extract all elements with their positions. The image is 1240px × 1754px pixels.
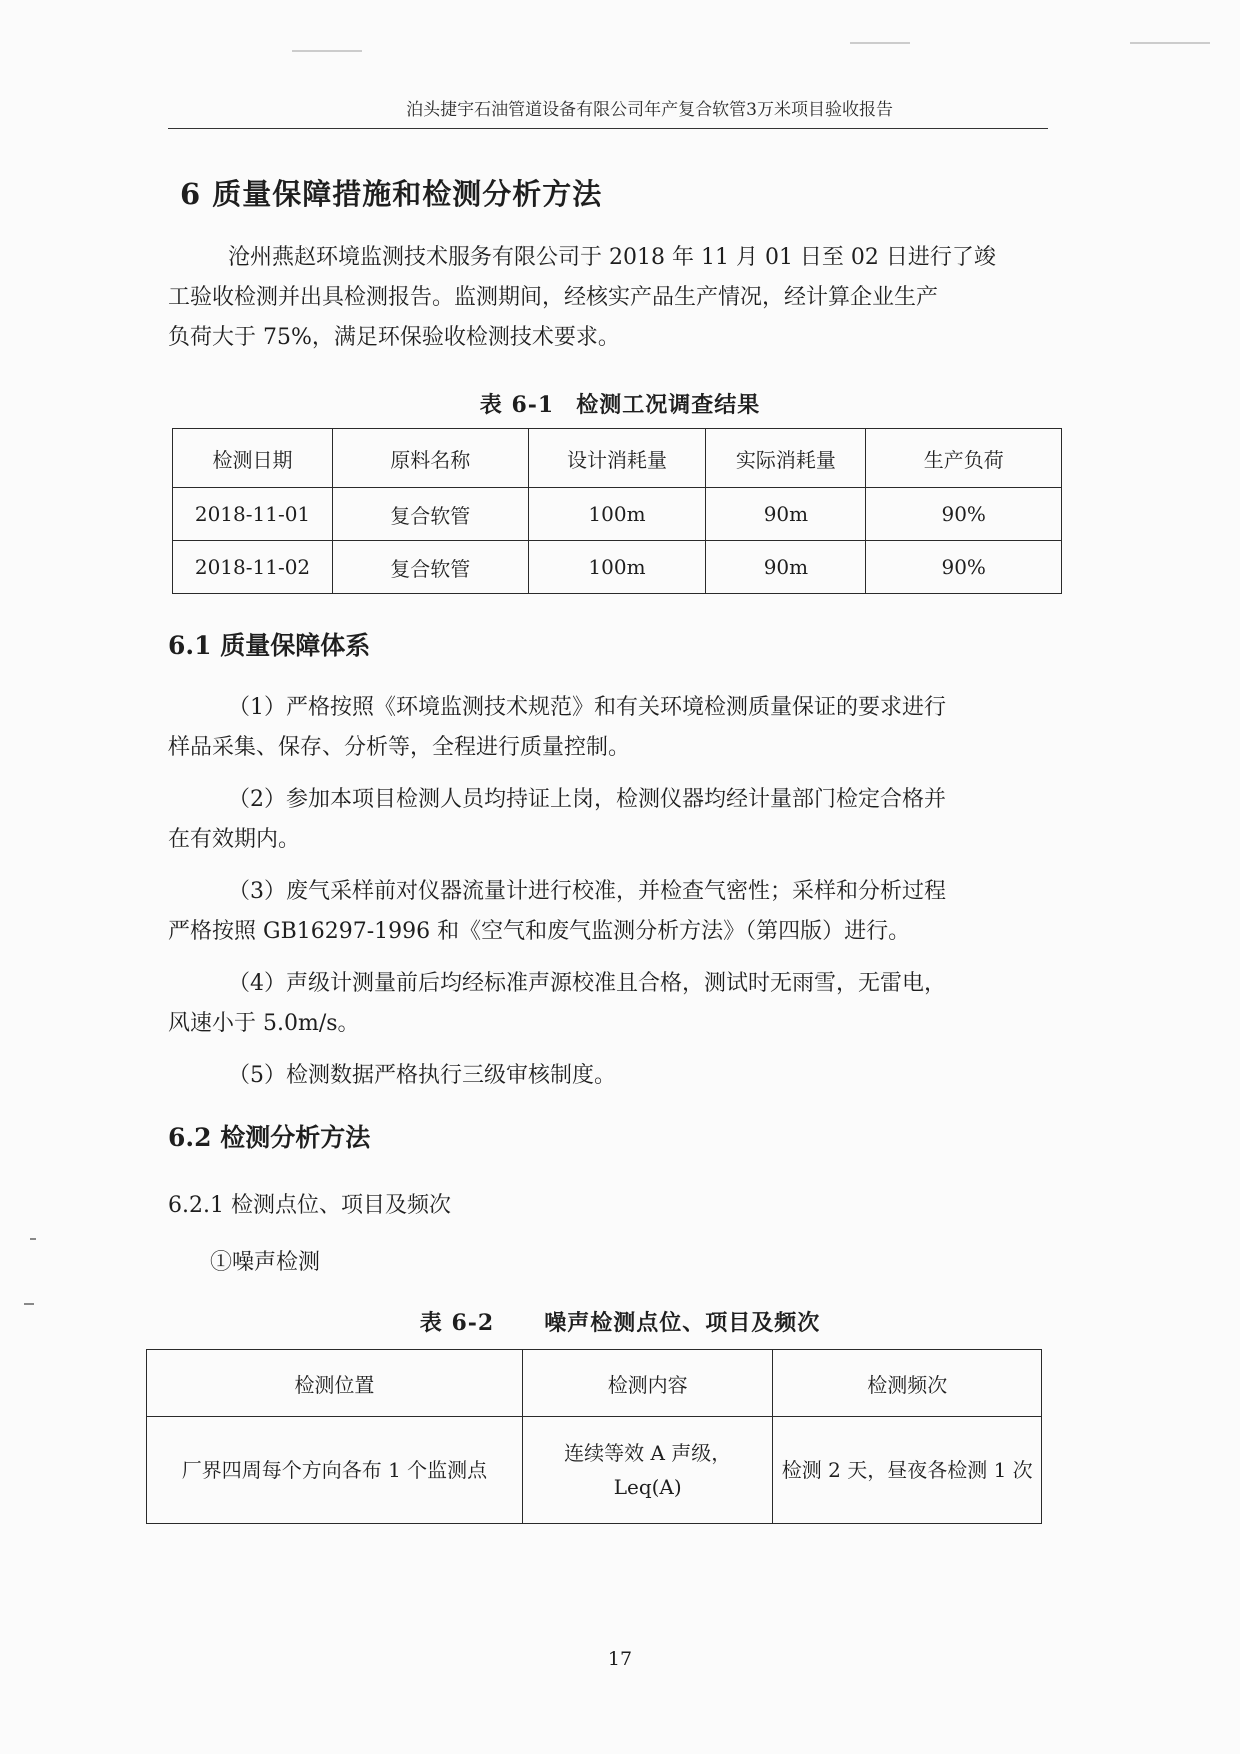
table-6-2 [146, 1349, 1042, 1524]
quality-item: （1）严格按照《环境监测技术规范》和有关环境检测质量保证的要求进行 [228, 695, 946, 720]
table-cell: 100m [528, 488, 706, 541]
table-cell: 2018-11-01 [173, 488, 333, 541]
table-cell: 100m [528, 541, 706, 594]
quality-items [168, 688, 1048, 1096]
header-cell: 检测位置 [147, 1350, 523, 1417]
intro-line: 沧州燕赵环境监测技术服务有限公司于 2018 年 11 月 01 日至 02 日进行了竣 [228, 245, 996, 270]
header-cell: 实际消耗量 [706, 429, 866, 488]
quality-item: （4）声级计测量前后均经标准声源校准且合格，测试时无雨雪，无雷电， [228, 971, 946, 996]
section-6-2-1-heading: 6.2.1 检测点位、项目及频次 [168, 1193, 451, 1218]
header-cell: 检测频次 [773, 1350, 1042, 1417]
quality-item-cont: 在有效期内。 [168, 827, 301, 852]
table-cell: 复合软管 [333, 488, 529, 541]
section-6-1-heading: 6.1 质量保障体系 [168, 631, 371, 660]
scan-mark [24, 1303, 34, 1305]
header-cell: 生产负荷 [866, 429, 1062, 488]
table-row [173, 541, 1062, 594]
scan-mark [850, 42, 910, 44]
caption-title: 噪声检测点位、项目及频次 [544, 1310, 821, 1336]
quality-item: （3）废气采样前对仪器流量计进行校准，并检查气密性；采样和分析过程 [228, 879, 946, 904]
header-title: 泊头捷宇石油管道设备有限公司年产复合软管3万米项目验收报告 [406, 100, 893, 120]
table-6-2-caption [0, 1306, 1240, 1337]
table-cell: 90% [866, 541, 1062, 594]
section-6-intro [168, 238, 1048, 358]
intro-line: 工验收检测并出具检测报告。监测期间，经核实产品生产情况，经计算企业生产 [168, 285, 939, 310]
quality-item: （5）检测数据严格执行三级审核制度。 [228, 1063, 616, 1088]
table-header-row [173, 429, 1062, 488]
table-row [173, 488, 1062, 541]
cell-line: Leq(A) [613, 1475, 682, 1499]
header-cell: 原料名称 [333, 429, 529, 488]
section-6-heading: 6 质量保障措施和检测分析方法 [180, 177, 603, 211]
header-cell: 检测内容 [522, 1350, 773, 1417]
page-header [168, 95, 1048, 129]
table-cell: 复合软管 [333, 541, 529, 594]
table-row [147, 1417, 1042, 1524]
caption-title: 检测工况调查结果 [576, 392, 761, 418]
header-cell: 设计消耗量 [528, 429, 706, 488]
table-cell: 检测 2 天，昼夜各检测 1 次 [773, 1417, 1042, 1524]
scan-mark [30, 1238, 36, 1240]
table-cell: 2018-11-02 [173, 541, 333, 594]
noise-label: ①噪声检测 [210, 1250, 321, 1275]
caption-number: 表 6-1 [479, 392, 555, 418]
table-cell: 90% [866, 488, 1062, 541]
table-cell [522, 1417, 773, 1524]
quality-item-cont: 严格按照 GB16297-1996 和《空气和废气监测分析方法》（第四版）进行。 [168, 919, 911, 944]
scan-mark [1130, 42, 1210, 44]
table-6-1-caption [0, 388, 1240, 419]
table-cell: 90m [706, 488, 866, 541]
scan-mark [292, 50, 362, 52]
cell-line: 连续等效 A 声级， [564, 1441, 732, 1465]
table-header-row [147, 1350, 1042, 1417]
intro-line: 负荷大于 75%，满足环保验收检测技术要求。 [168, 325, 620, 350]
table-cell: 厂界四周每个方向各布 1 个监测点 [147, 1417, 523, 1524]
table-cell: 90m [706, 541, 866, 594]
header-cell: 检测日期 [173, 429, 333, 488]
page-number: 17 [607, 1648, 633, 1670]
caption-number: 表 6-2 [419, 1310, 495, 1336]
quality-item-cont: 样品采集、保存、分析等，全程进行质量控制。 [168, 735, 631, 760]
quality-item-cont: 风速小于 5.0m/s。 [168, 1011, 360, 1036]
quality-item: （2）参加本项目检测人员均持证上岗，检测仪器均经计量部门检定合格并 [228, 787, 946, 812]
section-6-2-heading: 6.2 检测分析方法 [168, 1123, 371, 1152]
table-6-1 [172, 428, 1062, 594]
